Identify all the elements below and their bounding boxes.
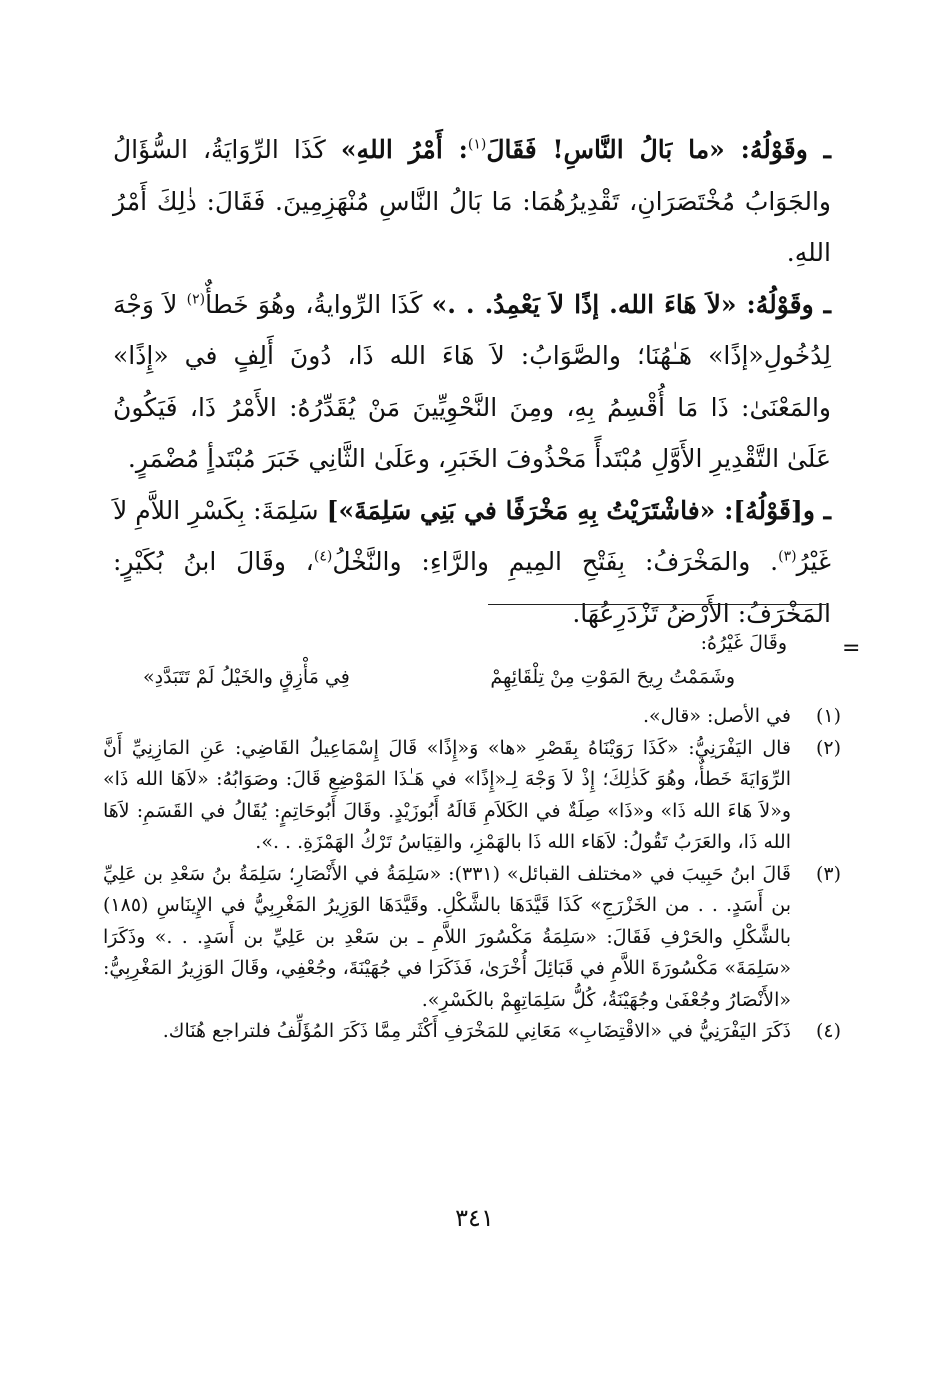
footnotes [103,628,845,1048]
footnote-item [103,859,845,1017]
poem-verse [103,662,845,694]
paragraph-text: سَلِمَةَ: بِكَسْرِ اللاَّمِ لاَ غَيْرُ [113,495,831,576]
footnote-text: قَالَ ابنُ حَبِيبَ في «مختلف القبائل» (٣٣١): «سَلِمَةُ في الأَنْصَارِ؛ سَلِمَةُ بنُ سَعْدِ بن عَلِيِّ بن أَسَدٍ. . . من الخَزْرَجِ» كَذَا قَيَّدَهَا بالشَّكْلِ. وقَيَّدَهَا الوَزِيرُ المَغْرِبِيُّ في الإِينَاسِ (١٨٥) بالشَّكْلِ والحَرْفِ فَقَالَ: «سَلِمَةُ مَكْسُورَ اللاَّمِ ـ بن سَعْدِ بن عَلِيِّ بن أَسَدٍ. . .» وذَكَرَا «سَلِمَةَ» مَكْسُورَةَ اللاَّمِ في قَبَائِلَ أُخْرَىٰ، فَذَكَرَا في جُهَيْنَةَ، وجُعْفِي، وقَالَ الوَزِيرُ المَغْرِبِيُّ: «الأَنْصَارُ وجُعْفَىٰ وجُهَيْنَةُ، كُلُّ سَلِمَاتِهِمْ بالكَسْرِ». [103,862,791,1011]
footnote-item [103,733,845,859]
footnote-text: ذَكَرَ اليَفْرَنِيُّ في «الاقْتِضَابِ» مَعَانِي للمَخْرَفِ أَكْثَر مِمَّا ذَكَرَ المُؤَلِّفُ فلتراجع هُنَاك. [162,1020,791,1042]
quote-lead: ـ وقَوْلُهُ: «ما بَالُ النَّاسِ! فَقَالَ [486,135,831,164]
footnote-continuation-intro: وقَالَ غَيْرُهُ: [700,632,787,654]
main-text [113,124,831,639]
footnote-ref-3: (٣) [778,548,797,565]
quote-lead: ـ وقَوْلُهُ: «لاَ هَاءَ الله. إذًا لاَ يَعْمِدُ. . .» [431,289,831,319]
quote-mid: : أَمْرُ اللهِ» [340,135,468,164]
footnote-ref-1: (١) [467,136,487,153]
footnote-ref-4: (٤) [313,548,333,565]
poem-hemistich-first: وشَمَمْتُ رِيحَ المَوْتِ مِنْ تِلْقَائِهِمْ [490,665,735,688]
footnote-text: قال اليَفْرَنِيُّ: «كَذَا رَوَيْنَاهُ بِقَصْرِ «ها» وَ«إِذًا» قَالَ إِسْمَاعِيلُ القَاضِي: عَنِ المَازِنِيِّ أَنَّ الرِّوَايَةَ خَطأٌ، وهُوَ كَذٰلِكَ؛ إِذْ لاَ وَجْهَ لِـ«إِذًا» في هَـٰذَا المَوْضِعِ قَالَ: وصَوَابُهُ: «لاَهَا الله ذَا» و«لاَ هَاءَ الله ذَا» و«ذَا» صِلَةٌ في الكَلاَمِ قَالَهُ أَبُوزَيْدٍ. وقَالَ أَبُوحَاتِمٍ: يُقَالُ في القَسَمِ: لاَهَا الله ذَا، والعَرَبُ تَقُولُ: لاَهَاء الله ذَا بالهَمْزِ، والقِيَاسُ تَرْكُ الهَمْزَةِ. . .». [103,736,791,853]
paragraph-text: كَذَا الرِّوايةُ، وهُوَ خَطأٌ [205,289,432,319]
continuation-mark: = [842,636,861,661]
paragraph-3 [113,485,831,640]
footnote-number: (١) [815,705,841,727]
paragraph-2 [113,279,831,485]
quote-lead: ـ و[قَوْلُهُ]: «فاشْتَرَيْتُ بِهِ مَخْرَفًا في بَنِي سَلِمَةَ»] [326,495,831,525]
footnote-item [103,1016,845,1048]
paragraph-text: ، وقَالَ ابنُ بُكَيْرٍ: المَخْرَفُ: الأَرْضُ تَزْدَرِعُهَا. [113,547,831,628]
paragraph-1 [113,124,831,279]
footnote-number: (٢) [815,736,841,759]
paragraph-text: كَذَا الرِّوَايَةُ، السُّؤَالُ والجَوَابُ مُخْتَصَرَانِ، تَقْدِيرُهُمَا: مَا بَالُ النَّاسِ مُنْهَزِمِينَ. فَقَالَ: ذٰلِكَ أَمْرُ اللهِ. [113,135,831,267]
page-number: ٣٤١ [455,1204,494,1232]
paragraph-text: لاَ وَجْهَ لِدُخُولِ«إذًا» هَـٰهُنَا؛ والصَّوَابُ: لاَ هَاءَ الله ذَا، دُونَ أَلِفٍ في «إِذًا» والمَعْنَىٰ: ذَا مَا أُقْسِمُ بِهِ، ومِنَ النَّحْوِيِّينَ مَنْ يُقَدِّرُهُ: الأَمْرُ ذَا، فَيَكُونُ عَلَىٰ التَّقْدِيرِ الأَوَّلِ مُبْتَدأً مَحْذُوفَ الخَبَرِ، وعَلَىٰ الثَّانِي خَبَرَ مُبْتَدأٍ مُضْمَرٍ. [113,289,831,473]
paragraph-text: . والمَخْرَفُ: بِفَتْحِ المِيمِ والرَّاءِ: والنَّخْلُ [332,547,779,576]
poem-hemistich-second: فِي مَأْزِقٍ والخَيْلُ لَمْ تَتَبَدَّدِ» [143,665,350,688]
footnote-ref-2: (٢) [186,291,206,308]
footnote-number: (٤) [815,1020,841,1042]
footnote-number: (٣) [815,862,841,885]
footnote-separator [488,604,826,605]
footnote-item [103,701,845,733]
footnote-text: في الأصل: «قال». [642,705,791,727]
